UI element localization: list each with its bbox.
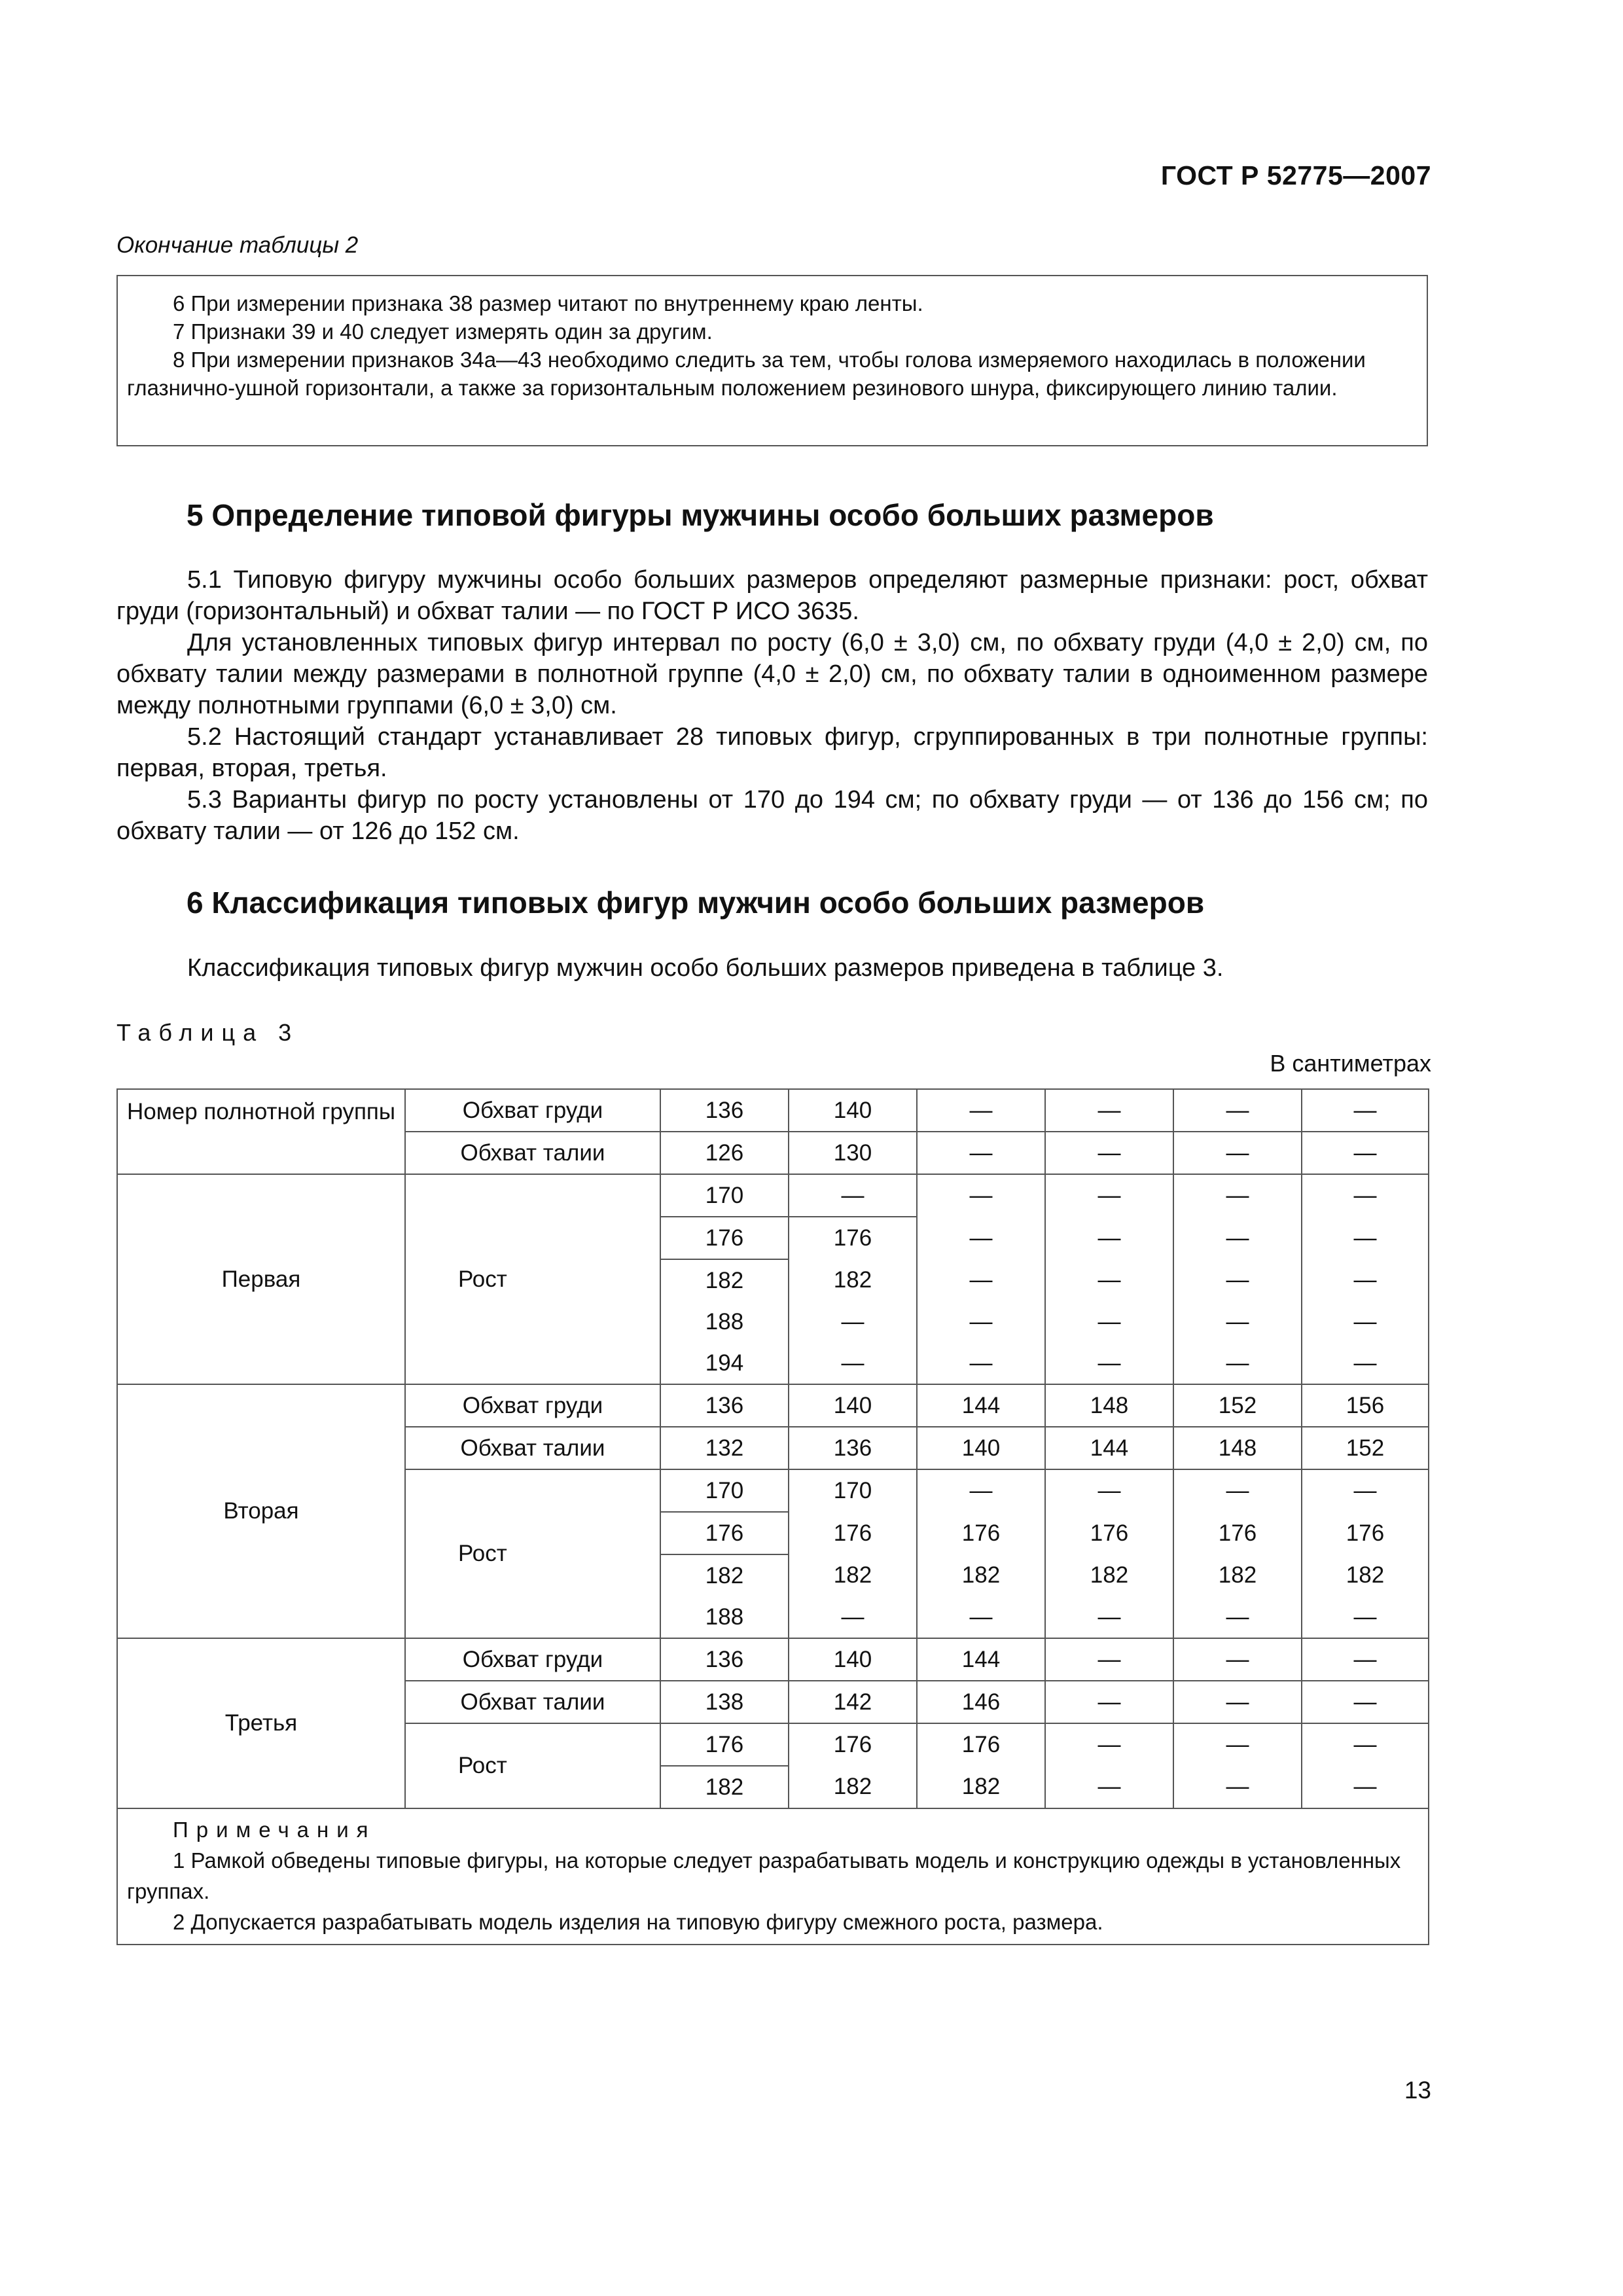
table-cell: — xyxy=(1302,1342,1429,1384)
table-cell: 140 xyxy=(789,1089,917,1132)
table-cell: — xyxy=(917,1301,1045,1342)
table-cell: 194 xyxy=(660,1342,789,1384)
table-cell: — xyxy=(1045,1301,1173,1342)
table-cell: 182 xyxy=(789,1766,917,1808)
table-cell: — xyxy=(1045,1217,1173,1259)
table-cell: — xyxy=(1302,1681,1429,1723)
table-cell: — xyxy=(1173,1723,1302,1766)
table-cell: — xyxy=(789,1596,917,1638)
paragraph-5-2: 5.2 Настоящий стандарт устанавливает 28 типовых фигур, сгруппированных в три полнотные группы: первая, вторая, третья. xyxy=(116,723,1428,782)
table-continuation-label: Окончание таблицы 2 xyxy=(116,232,359,258)
table-notes xyxy=(117,1808,1429,1945)
table-cell: — xyxy=(1045,1132,1173,1174)
table-cell: — xyxy=(1302,1596,1429,1638)
row-label: Обхват груди xyxy=(405,1384,660,1427)
table-row xyxy=(117,1089,1429,1132)
table-cell: 176 xyxy=(1302,1512,1429,1554)
table2-notes-box xyxy=(116,275,1428,446)
table-cell: — xyxy=(789,1174,917,1217)
table-cell: 176 xyxy=(789,1512,917,1554)
table-cell: 144 xyxy=(917,1384,1045,1427)
section-5-body xyxy=(116,564,1428,847)
table-caption: Таблица 3 xyxy=(116,1019,300,1046)
group-header-label: Номер полнотной группы xyxy=(117,1089,405,1174)
table-cell: 176 xyxy=(660,1723,789,1766)
table-cell: 188 xyxy=(660,1301,789,1342)
table-cell: 182 xyxy=(1302,1554,1429,1596)
table-cell: — xyxy=(1302,1723,1429,1766)
table-cell: 136 xyxy=(660,1384,789,1427)
table-cell: — xyxy=(789,1342,917,1384)
table-cell: 182 xyxy=(917,1554,1045,1596)
table-cell: 142 xyxy=(789,1681,917,1723)
table-cell: 176 xyxy=(789,1217,917,1259)
table-cell: — xyxy=(917,1259,1045,1301)
table-cell: — xyxy=(917,1089,1045,1132)
table-cell: — xyxy=(789,1301,917,1342)
standard-number: ГОСТ Р 52775—2007 xyxy=(1160,160,1431,190)
row-label: Рост xyxy=(405,1469,660,1638)
table-note-text: 2 Допускается разрабатывать модель изделия на типовую фигуру смежного роста, размера. xyxy=(173,1910,1103,1934)
section-6-title: 6 Классификация типовых фигур мужчин особо больших размеров xyxy=(187,886,1205,920)
table-cell: — xyxy=(1045,1259,1173,1301)
table-cell: — xyxy=(1302,1766,1429,1808)
table-cell: 182 xyxy=(1045,1554,1173,1596)
table-cell: — xyxy=(1173,1342,1302,1384)
table-cell: 182 xyxy=(1173,1554,1302,1596)
table-cell: — xyxy=(1045,1638,1173,1681)
table-cell: 130 xyxy=(789,1132,917,1174)
table-units: В сантиметрах xyxy=(1270,1050,1431,1077)
page-number: 13 xyxy=(1404,2077,1431,2104)
table-cell: 146 xyxy=(917,1681,1045,1723)
note-6: 6 При измерении признака 38 размер читают по внутреннему краю ленты. xyxy=(173,291,923,315)
table-cell: 136 xyxy=(660,1089,789,1132)
table-cell: 182 xyxy=(660,1554,789,1596)
table-cell: — xyxy=(1173,1089,1302,1132)
table-cell: 182 xyxy=(660,1259,789,1301)
table-cell: 182 xyxy=(660,1766,789,1808)
note-7: 7 Признаки 39 и 40 следует измерять один за другим. xyxy=(173,319,713,344)
table-cell: — xyxy=(1045,1766,1173,1808)
notes-title: Примечания xyxy=(173,1818,376,1842)
table-cell: — xyxy=(1302,1638,1429,1681)
table-cell: — xyxy=(917,1217,1045,1259)
paragraph-intervals: Для установленных типовых фигур интервал по росту (6,0 ± 3,0) см, по обхвату груди (4,0 ± 2,0) см, по обхвату талии между размерами в полнотной группе (4,0 ± 2,0) см, по обхвату талии в одноименном размере между полнотными группами (6,0 ± 3,0) см. xyxy=(116,629,1428,719)
table-cell: 140 xyxy=(789,1638,917,1681)
table-cell: — xyxy=(917,1596,1045,1638)
table-cell: — xyxy=(1302,1469,1429,1512)
table-cell: 140 xyxy=(789,1384,917,1427)
table-cell: 156 xyxy=(1302,1384,1429,1427)
table-cell: 126 xyxy=(660,1132,789,1174)
row-label: Рост xyxy=(405,1723,660,1808)
table-cell: — xyxy=(1173,1469,1302,1512)
table-note-text: 1 Рамкой обведены типовые фигуры, на которые следует разрабатывать модель и конструкцию одежды в установленных группах. xyxy=(127,1848,1401,1903)
table-cell: — xyxy=(1302,1132,1429,1174)
table-cell: — xyxy=(1173,1217,1302,1259)
table-cell: — xyxy=(1173,1638,1302,1681)
table-cell: — xyxy=(1302,1301,1429,1342)
table-cell: — xyxy=(1045,1681,1173,1723)
table-cell: 152 xyxy=(1173,1384,1302,1427)
table-cell: 152 xyxy=(1302,1427,1429,1469)
table-cell: — xyxy=(917,1342,1045,1384)
table-cell: — xyxy=(1173,1301,1302,1342)
table-cell: — xyxy=(917,1469,1045,1512)
table-cell: 182 xyxy=(789,1259,917,1301)
table-cell: — xyxy=(1173,1259,1302,1301)
table-cell: 182 xyxy=(917,1766,1045,1808)
row-label: Обхват талии xyxy=(405,1681,660,1723)
table-cell: 176 xyxy=(660,1512,789,1554)
table-cell: — xyxy=(917,1174,1045,1217)
table-cell: — xyxy=(1045,1469,1173,1512)
table-cell: — xyxy=(1302,1174,1429,1217)
note-8 xyxy=(127,346,1418,402)
row-label: Обхват груди xyxy=(405,1089,660,1132)
table-cell: 176 xyxy=(789,1723,917,1766)
table-cell: 176 xyxy=(660,1217,789,1259)
section-6-intro: Классификация типовых фигур мужчин особо больших размеров приведена в таблице 3. xyxy=(187,954,1224,982)
table-cell: 136 xyxy=(660,1638,789,1681)
table-cell: — xyxy=(1302,1089,1429,1132)
group-name: Третья xyxy=(117,1638,405,1808)
table-cell: 176 xyxy=(917,1512,1045,1554)
table-notes-row xyxy=(117,1808,1429,1945)
table-cell: 176 xyxy=(917,1723,1045,1766)
table-cell: 138 xyxy=(660,1681,789,1723)
section-5-title: 5 Определение типовой фигуры мужчины особо больших размеров xyxy=(187,498,1214,532)
table-cell: 176 xyxy=(1045,1512,1173,1554)
paragraph-5-1: 5.1 Типовую фигуру мужчины особо больших размеров определяют размерные признаки: рост, обхват груди (горизонтальный) и обхват талии — по ГОСТ Р ИСО 3635. xyxy=(116,566,1428,625)
table-cell: 140 xyxy=(917,1427,1045,1469)
table-note xyxy=(127,1907,1419,1937)
paragraph-5-3: 5.3 Варианты фигур по росту установлены от 170 до 194 см; по обхвату груди — от 136 до 156 см; по обхвату талии — от 126 до 152 см. xyxy=(116,786,1428,845)
row-label: Обхват груди xyxy=(405,1638,660,1681)
table-cell: 148 xyxy=(1045,1384,1173,1427)
table-cell: — xyxy=(1045,1089,1173,1132)
table-row xyxy=(117,1384,1429,1427)
table-cell: — xyxy=(1045,1596,1173,1638)
table-cell: 170 xyxy=(660,1174,789,1217)
table-cell: 176 xyxy=(1173,1512,1302,1554)
row-label: Обхват талии xyxy=(405,1132,660,1174)
table-3 xyxy=(116,1088,1429,1945)
table-row xyxy=(117,1638,1429,1681)
table-cell: 144 xyxy=(917,1638,1045,1681)
table-cell: 182 xyxy=(789,1554,917,1596)
table-cell: — xyxy=(917,1132,1045,1174)
table-cell: 148 xyxy=(1173,1427,1302,1469)
table-cell: — xyxy=(1045,1174,1173,1217)
table-cell: — xyxy=(1173,1596,1302,1638)
table-cell: 170 xyxy=(660,1469,789,1512)
table-cell: 132 xyxy=(660,1427,789,1469)
row-label: Рост xyxy=(405,1174,660,1384)
table-cell: 144 xyxy=(1045,1427,1173,1469)
table-cell: — xyxy=(1302,1259,1429,1301)
group-name: Первая xyxy=(117,1174,405,1384)
table-cell: — xyxy=(1173,1766,1302,1808)
table-note xyxy=(127,1845,1419,1907)
table-cell: 188 xyxy=(660,1596,789,1638)
table-cell: 136 xyxy=(789,1427,917,1469)
row-label: Обхват талии xyxy=(405,1427,660,1469)
table-cell: — xyxy=(1045,1342,1173,1384)
table-cell: — xyxy=(1173,1681,1302,1723)
table-cell: — xyxy=(1302,1217,1429,1259)
table-cell: — xyxy=(1173,1132,1302,1174)
note-8-text: 8 При измерении признаков 34а—43 необходимо следить за тем, чтобы голова измеряемого находилась в положении глазнично-ушной горизонтали, а также за горизонтальным положением резинового шнура, фиксирующего линию талии. xyxy=(127,348,1366,400)
table-row xyxy=(117,1174,1429,1217)
table-cell: — xyxy=(1045,1723,1173,1766)
table-cell: — xyxy=(1173,1174,1302,1217)
group-name: Вторая xyxy=(117,1384,405,1638)
table-cell: 170 xyxy=(789,1469,917,1512)
